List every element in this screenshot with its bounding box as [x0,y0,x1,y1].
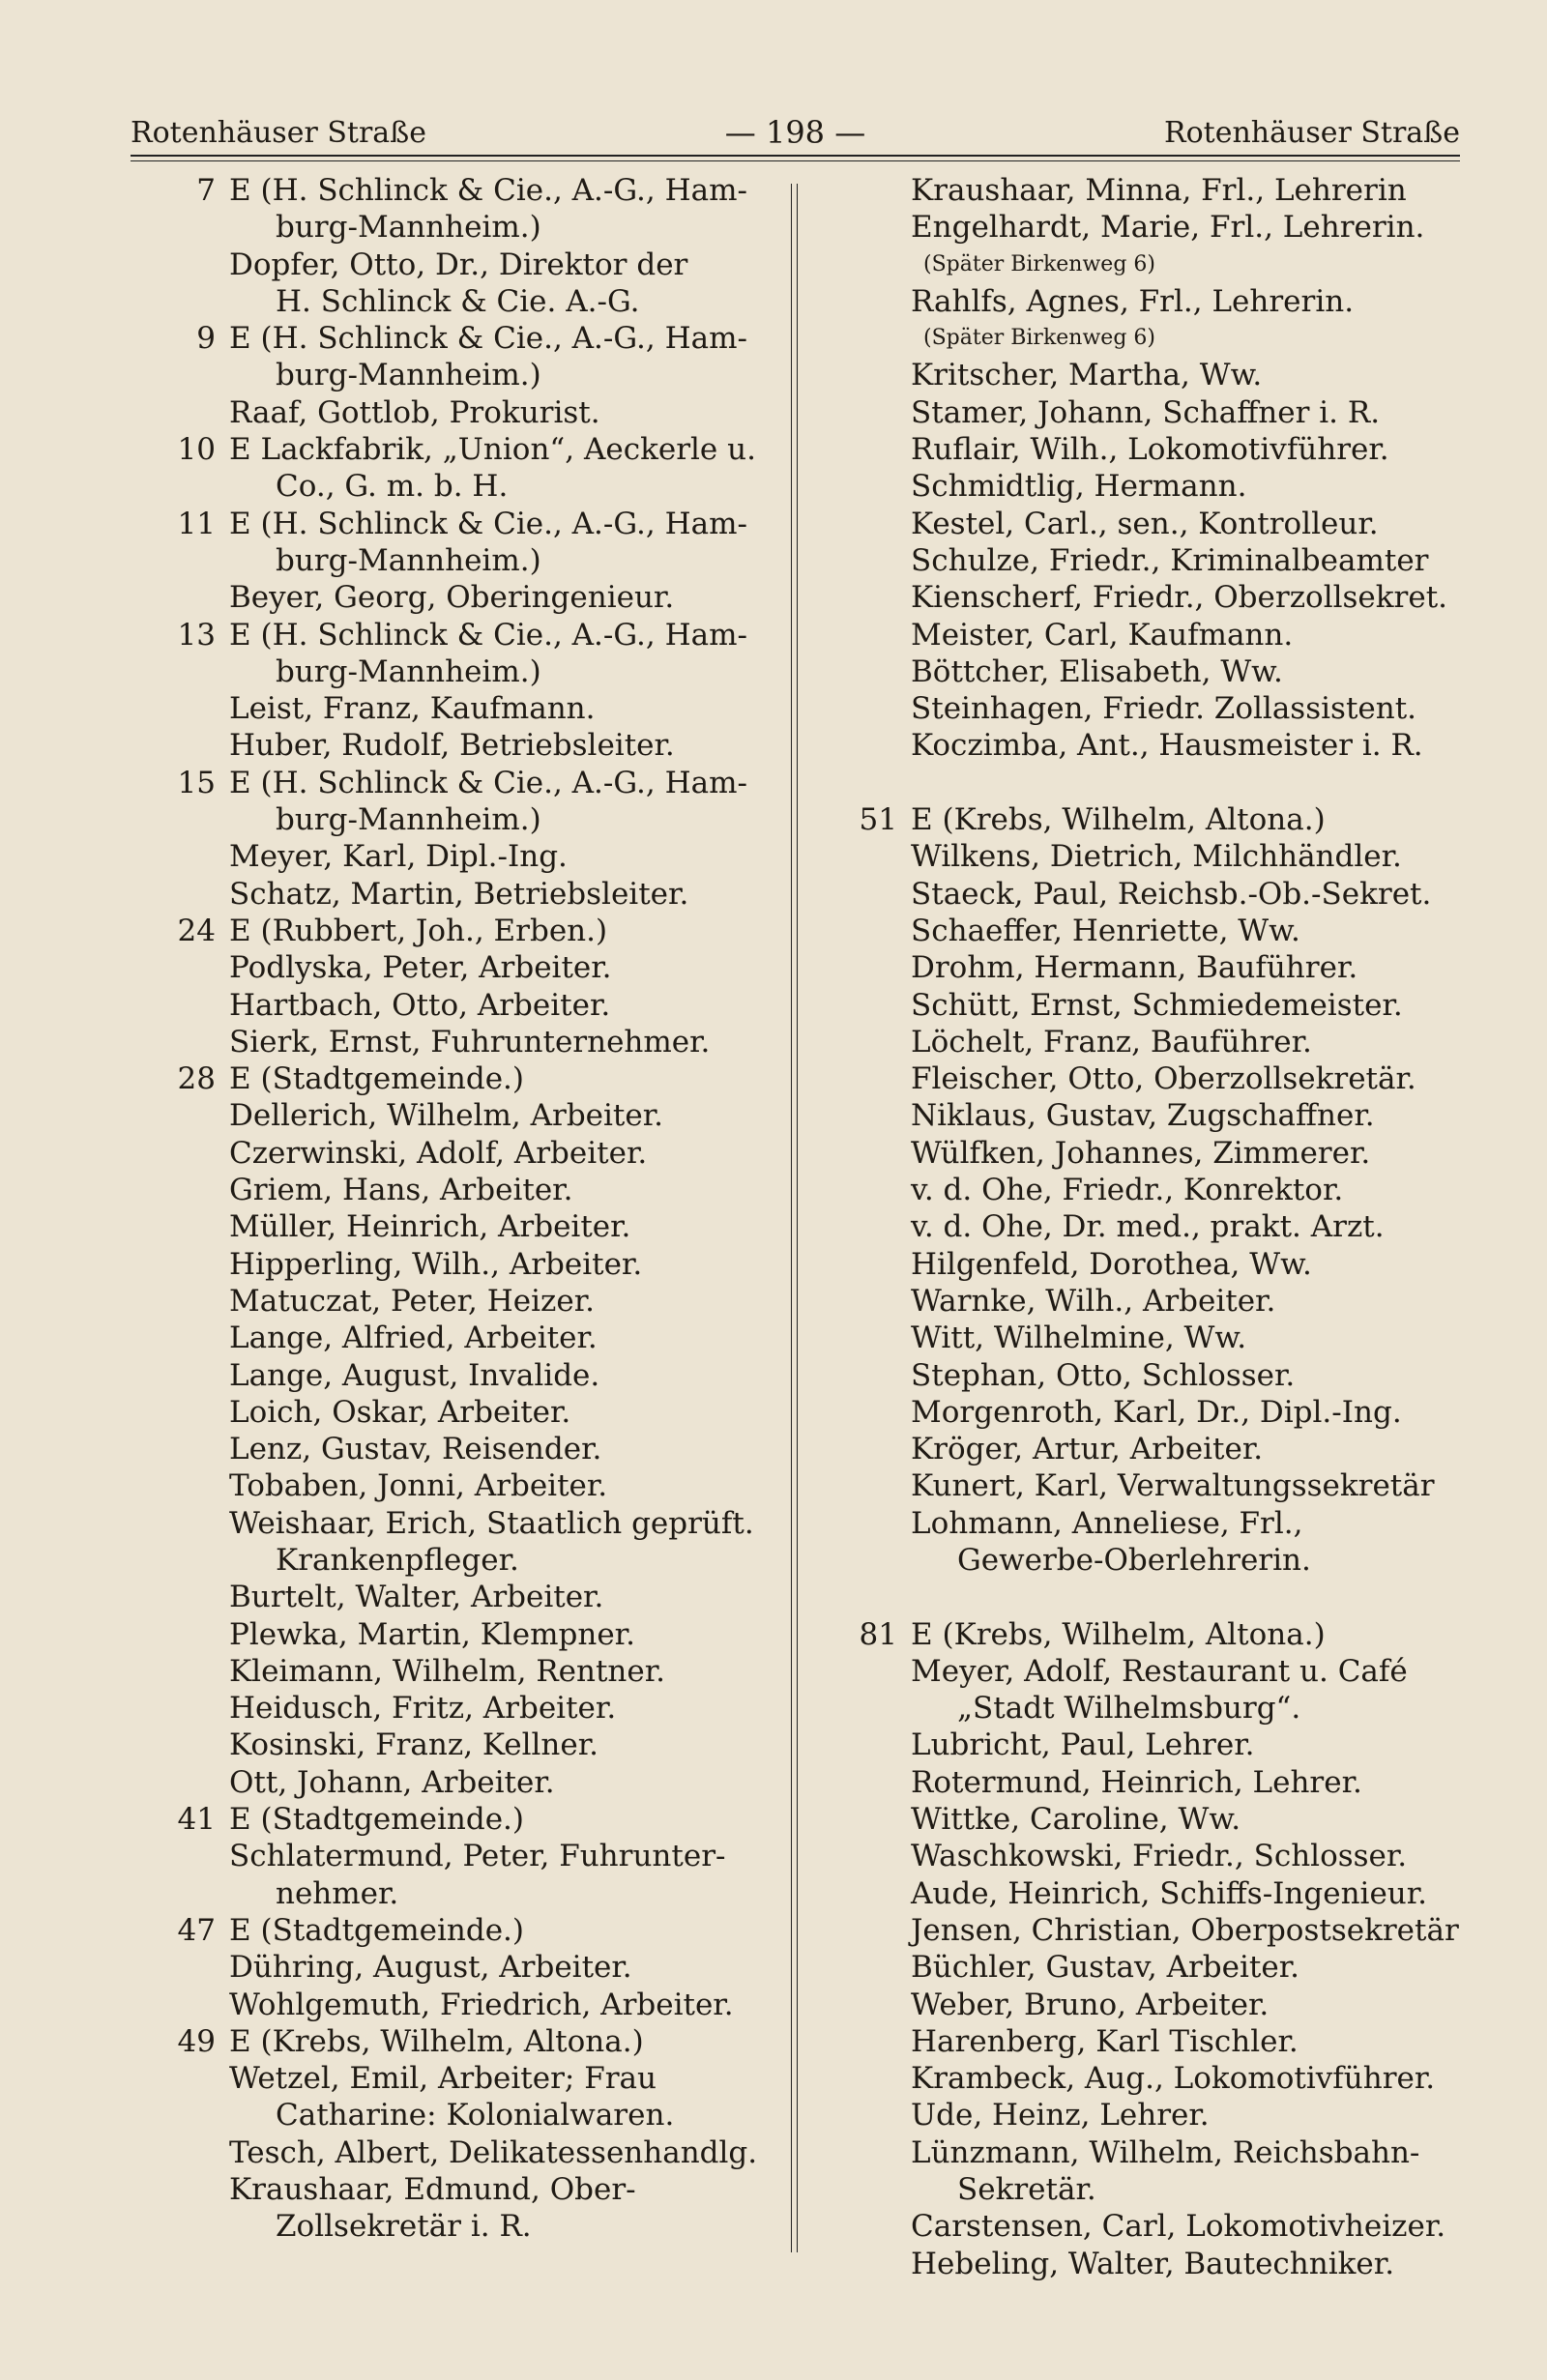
resident-entry: Kraushaar, Minna, Frl., Lehrerin [911,173,1407,208]
resident-entry: Meyer, Adolf, Restaurant u. Café [911,1653,1408,1689]
resident-entry: Wohlgemuth, Friedrich, Arbeiter. [229,1987,734,2022]
resident-entry: Kosinski, Franz, Kellner. [229,1727,598,1763]
resident-continuation: nehmer. [276,1875,399,1911]
house-owner: E (H. Schlinck & Cie., A.-G., Ham- [229,173,747,208]
header-rule-thin [131,160,1460,161]
house-owner: E Lackfabrik, „Union“, Aeckerle u. [229,432,756,468]
resident-entry: Krambeck, Aug., Lokomotivführer. [911,2061,1436,2097]
resident-entry: Staeck, Paul, Reichsb.-Ob.-Sekret. [911,876,1432,912]
resident-entry: Müller, Heinrich, Arbeiter. [229,1209,631,1245]
house-number: 81 [859,1616,897,1652]
resident-entry: Jensen, Christian, Oberpostsekretär [911,1912,1459,1948]
resident-entry: Niklaus, Gustav, Zugschaffner. [911,1098,1375,1134]
resident-entry: Ruflair, Wilh., Lokomotivführer. [911,432,1389,468]
house-number: 10 [177,432,216,468]
resident-entry: Dellerich, Wilhelm, Arbeiter. [229,1098,664,1134]
resident-entry: Stamer, Johann, Schaffner i. R. [911,394,1381,430]
resident-entry: Wilkens, Dietrich, Milchhändler. [911,839,1402,875]
resident-entry: Kröger, Artur, Arbeiter. [911,1432,1264,1467]
house-owner: E (Stadtgemeinde.) [229,1061,525,1097]
resident-entry: Aude, Heinrich, Schiffs-Ingenieur. [911,1875,1428,1911]
page-number: — 198 — [724,114,866,151]
resident-entry: Carstensen, Carl, Lokomotivheizer. [911,2209,1446,2245]
resident-entry: Lange, Alfried, Arbeiter. [229,1321,598,1356]
house-number-line [131,172,778,209]
house-number-line [131,913,778,949]
resident-continuation: Catharine: Kolonialwaren. [276,2098,675,2133]
column-divider [791,184,792,2252]
resident-entry: Kestel, Carl., sen., Kontrolleur. [911,506,1379,541]
resident-continuation: burg-Mannheim.) [276,358,541,393]
resident-entry: Schatz, Martin, Betriebsleiter. [229,876,689,912]
resident-entry: Matuczat, Peter, Heizer. [229,1283,595,1319]
resident-entry: Kienscherf, Friedr., Oberzollsekret. [911,580,1448,616]
house-number-line [131,1060,778,1097]
resident-entry: Löchelt, Franz, Bauführer. [911,1024,1312,1059]
house-number: 49 [177,2023,216,2059]
resident-continuation: H. Schlinck & Cie. A.-G. [276,283,640,319]
resident-continuation: burg-Mannheim.) [276,542,541,578]
resident-entry: Dühring, August, Arbeiter. [229,1950,632,1986]
house-number-line [812,1616,1489,1653]
blank-line [812,1579,1489,1615]
resident-entry: Huber, Rudolf, Betriebsleiter. [229,728,675,764]
resident-entry: Warnke, Wilh., Arbeiter. [911,1283,1276,1319]
resident-entry: Steinhagen, Friedr. Zollassistent. [911,691,1417,727]
resident-entry: v. d. Ohe, Dr. med., prakt. Arzt. [911,1209,1385,1245]
resident-entry: Griem, Hans, Arbeiter. [229,1173,573,1208]
resident-entry: Lünzmann, Wilhelm, Reichsbahn- [911,2134,1420,2170]
house-number: 51 [859,802,897,838]
house-number: 9 [196,321,216,357]
resident-continuation: burg-Mannheim.) [276,802,541,838]
resident-entry: Schütt, Ernst, Schmiedemeister. [911,987,1403,1023]
resident-entry: v. d. Ohe, Friedr., Konrektor. [911,1173,1344,1208]
resident-entry: Lenz, Gustav, Reisender. [229,1432,602,1467]
resident-entry: Hipperling, Wilh., Arbeiter. [229,1246,643,1282]
resident-entry: Beyer, Georg, Oberingenieur. [229,580,675,616]
resident-entry: Wittke, Caroline, Ww. [911,1802,1241,1838]
address-note: (Später Birkenweg 6) [923,326,1155,351]
resident-continuation: „Stadt Wilhelmsburg“. [957,1691,1301,1727]
resident-entry: Kraushaar, Edmund, Ober- [229,2172,636,2208]
resident-continuation: Krankenpfleger. [276,1542,519,1578]
resident-entry: Lubricht, Paul, Lehrer. [911,1727,1255,1763]
resident-entry: Kritscher, Martha, Ww. [911,358,1263,393]
resident-continuation: burg-Mannheim.) [276,653,541,689]
house-number: 24 [177,913,216,948]
address-note: (Später Birkenweg 6) [923,251,1155,276]
resident-entry: Loich, Oskar, Arbeiter. [229,1394,571,1430]
resident-entry: Lohmann, Anneliese, Frl., [911,1505,1303,1541]
resident-entry: Witt, Wilhelmine, Ww. [911,1321,1247,1356]
resident-entry: Rotermund, Heinrich, Lehrer. [911,1764,1362,1800]
house-number: 13 [177,617,216,653]
resident-entry: Hartbach, Otto, Arbeiter. [229,987,611,1023]
resident-entry: Tobaben, Jonni, Arbeiter. [229,1468,608,1504]
resident-entry: Morgenroth, Karl, Dr., Dipl.-Ing. [911,1394,1402,1430]
house-owner: E (Krebs, Wilhelm, Altona.) [911,1616,1326,1652]
resident-entry: Hilgenfeld, Dorothea, Ww. [911,1246,1312,1282]
resident-entry: Lange, August, Invalide. [229,1357,600,1393]
column-divider-thin [797,184,798,2252]
resident-entry: Koczimba, Ant., Hausmeister i. R. [911,728,1423,764]
resident-continuation: Co., G. m. b. H. [276,469,509,505]
resident-entry: Dopfer, Otto, Dr., Direktor der [229,247,688,282]
house-number: 7 [196,173,216,208]
resident-entry: Hebeling, Walter, Bautechniker. [911,2246,1395,2281]
resident-entry: Ott, Johann, Arbeiter. [229,1764,555,1800]
house-owner: E (H. Schlinck & Cie., A.-G., Ham- [229,506,747,541]
resident-entry: Wetzel, Emil, Arbeiter; Frau [229,2061,657,2097]
house-number: 41 [177,1802,216,1838]
resident-entry: Schaeffer, Henriette, Ww. [911,913,1300,948]
header-left-street: Rotenhäuser Straße [131,115,426,150]
house-owner: E (H. Schlinck & Cie., A.-G., Ham- [229,617,747,653]
resident-entry: Fleischer, Otto, Oberzollsekretär. [911,1061,1416,1097]
house-number: 15 [177,765,216,800]
house-number-line [131,506,778,542]
resident-entry: Plewka, Martin, Klempner. [229,1616,635,1652]
resident-entry: Schulze, Friedr., Kriminalbeamter [911,542,1429,578]
blank-line [812,765,1489,801]
house-number: 47 [177,1912,216,1948]
resident-entry: Czerwinski, Adolf, Arbeiter. [229,1135,648,1171]
resident-entry: Kleimann, Wilhelm, Rentner. [229,1653,666,1689]
house-number-line [131,1912,778,1949]
left-column [131,172,778,2246]
resident-entry: Böttcher, Elisabeth, Ww. [911,653,1283,689]
house-owner: E (Stadtgemeinde.) [229,1802,525,1838]
resident-entry: Raaf, Gottlob, Prokurist. [229,394,600,430]
resident-continuation: Sekretär. [957,2172,1096,2208]
resident-continuation: Zollsekretär i. R. [276,2209,532,2245]
resident-entry: Tesch, Albert, Delikatessenhandlg. [229,2134,758,2170]
house-owner: E (Rubbert, Joh., Erben.) [229,913,608,948]
resident-entry: Weishaar, Erich, Staatlich geprüft. [229,1505,754,1541]
resident-continuation: burg-Mannheim.) [276,210,541,246]
resident-entry: Harenberg, Karl Tischler. [911,2023,1299,2059]
header-rule [131,155,1460,157]
resident-entry: Ude, Heinz, Lehrer. [911,2098,1210,2133]
house-number-line [131,765,778,801]
page-header [131,108,1460,157]
resident-continuation: Gewerbe-Oberlehrerin. [957,1542,1311,1578]
house-owner: E (H. Schlinck & Cie., A.-G., Ham- [229,321,747,357]
resident-entry: Wülfken, Johannes, Zimmerer. [911,1135,1371,1171]
right-column [812,172,1489,2282]
house-owner: E (Krebs, Wilhelm, Altona.) [911,802,1326,838]
resident-entry: Weber, Bruno, Arbeiter. [911,1987,1270,2022]
resident-entry: Kunert, Karl, Verwaltungssekretär [911,1468,1435,1504]
resident-entry: Engelhardt, Marie, Frl., Lehrerin. [911,210,1425,246]
house-number-line [131,617,778,653]
house-number-line [131,431,778,468]
house-owner: E (H. Schlinck & Cie., A.-G., Ham- [229,765,747,800]
resident-entry: Podlyska, Peter, Arbeiter. [229,950,612,986]
resident-entry: Burtelt, Walter, Arbeiter. [229,1580,604,1615]
resident-entry: Schlatermund, Peter, Fuhrunter- [229,1839,726,1874]
house-number-line [812,801,1489,838]
house-owner: E (Krebs, Wilhelm, Altona.) [229,2023,644,2059]
house-number-line [131,1801,778,1838]
house-number: 28 [177,1061,216,1097]
house-number-line [131,2023,778,2060]
resident-entry: Meister, Carl, Kaufmann. [911,617,1294,653]
resident-entry: Waschkowski, Friedr., Schlosser. [911,1839,1408,1874]
resident-entry: Heidusch, Fritz, Arbeiter. [229,1691,617,1727]
house-number-line [131,320,778,357]
resident-entry: Büchler, Gustav, Arbeiter. [911,1950,1299,1986]
resident-entry: Stephan, Otto, Schlosser. [911,1357,1296,1393]
resident-entry: Sierk, Ernst, Fuhrunternehmer. [229,1024,711,1059]
resident-entry: Rahlfs, Agnes, Frl., Lehrerin. [911,283,1355,319]
resident-entry: Leist, Franz, Kaufmann. [229,691,596,727]
house-owner: E (Stadtgemeinde.) [229,1912,525,1948]
header-right-street: Rotenhäuser Straße [1164,115,1460,150]
resident-entry: Meyer, Karl, Dipl.-Ing. [229,839,568,875]
resident-entry: Schmidtlig, Hermann. [911,469,1247,505]
house-number: 11 [177,506,216,541]
resident-entry: Drohm, Hermann, Bauführer. [911,950,1358,986]
